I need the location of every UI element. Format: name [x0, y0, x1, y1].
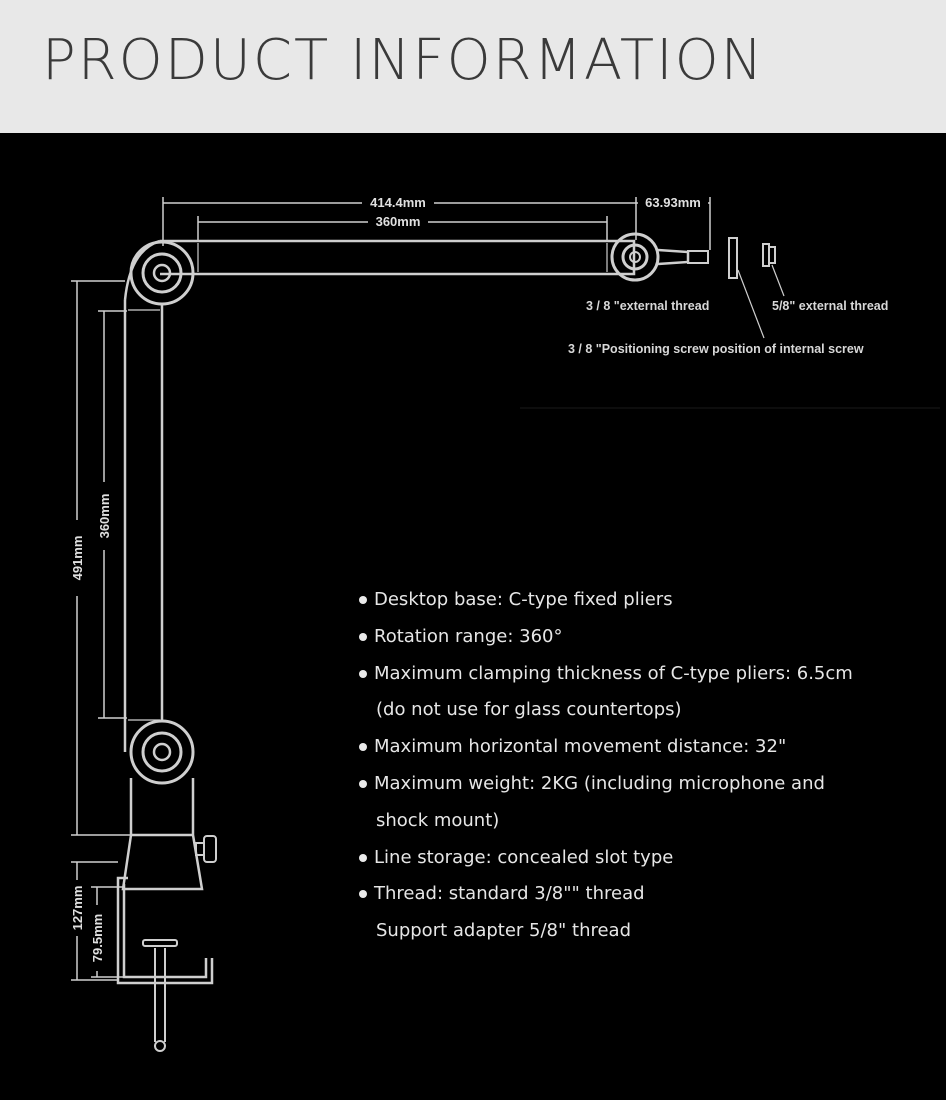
label-external-38: 3 / 8 "external thread [586, 299, 710, 313]
tightening-knob [196, 836, 216, 862]
lower-joint [131, 721, 193, 783]
spec-item-line-storage [358, 840, 918, 877]
spec-item-weight [358, 766, 918, 840]
label-external-58: 5/8" external thread [772, 299, 889, 313]
bullet-dot [359, 633, 367, 641]
spec-item-movement [358, 729, 918, 766]
spec-item-base [358, 582, 918, 619]
bullet-dot [359, 854, 367, 862]
adapter-58-part [763, 244, 775, 266]
bullet-dot [359, 743, 367, 751]
bullet-dot [359, 780, 367, 788]
label-clamp-opening: 79.5mm [90, 913, 105, 963]
label-total-arm: 414.4mm [370, 195, 426, 210]
spec-text-continued: Support adapter 5/8" thread [376, 920, 632, 942]
spec-text: Desktop base: C-type fixed pliers [374, 589, 673, 610]
spec-text-continued: (do not use for glass countertops) [376, 699, 682, 721]
bullet-dot [359, 670, 367, 678]
label-inner-arm: 360mm [375, 214, 421, 229]
spec-text: Maximum clamping thickness of C-type pliers: 6.5cm [374, 662, 853, 684]
spec-text: Rotation range: 360° [374, 625, 563, 647]
spec-text: Thread: standard 3/8"" thread [374, 883, 645, 905]
base-column [123, 778, 202, 889]
spec-item-clamping [358, 656, 918, 730]
label-tip-length: 63.93mm [645, 195, 701, 210]
clamp-screw [143, 940, 177, 1051]
spec-item-rotation [358, 619, 918, 656]
header-banner [0, 0, 946, 133]
label-vertical-arm: 360mm [97, 493, 112, 539]
spec-text: Maximum weight: 2KG (including microphone and [374, 772, 825, 794]
horizontal-arm [125, 241, 634, 300]
spec-text: Line storage: concealed slot type [374, 846, 674, 868]
vertical-arm [125, 300, 162, 752]
spec-text: Maximum horizontal movement distance: 32" [374, 736, 787, 758]
label-positioning-screw: 3 / 8 "Positioning screw position of internal screw [568, 342, 864, 356]
bullet-dot [359, 890, 367, 898]
page-title: PRODUCT INFORMATION [42, 28, 765, 93]
spec-item-thread [358, 876, 918, 950]
label-clamp-height: 127mm [70, 885, 85, 931]
label-total-height: 491mm [70, 535, 85, 581]
bullet-dot [359, 596, 367, 604]
spec-list [358, 582, 918, 950]
spec-text-continued: shock mount) [376, 809, 500, 831]
adapter-38-part [729, 238, 737, 278]
